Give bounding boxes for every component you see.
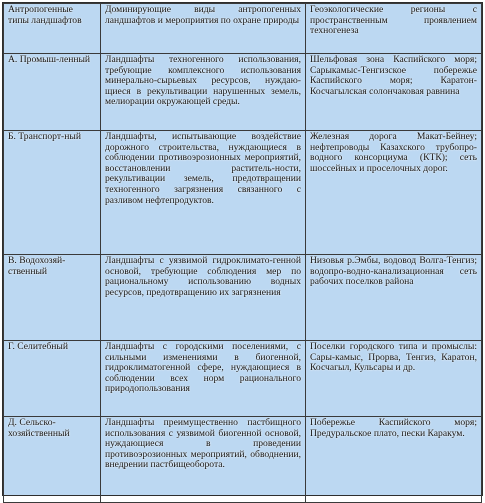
table-row: [4, 255, 482, 341]
table-row: [4, 341, 482, 417]
row-type-cell: Б. Транспорт-ный: [4, 131, 101, 255]
table-header-row: [4, 4, 482, 54]
table-row: [4, 417, 482, 503]
row-landscapes-cell: Ландшафты техногенного использования, требующие комплексного использования минерально-сырьевых ресурсов, нуждаю-щиеся в рекультивации нарушенных земель, мелиорации окружающей среды.: [101, 54, 306, 131]
table-row: [4, 54, 482, 131]
row-regions-cell: Поселки городского типа и промыслы: Сары-камыс, Прорва, Тенгиз, Каратон, Косчагыл, Кульсары и др.: [306, 341, 482, 417]
row-regions-cell: Шельфовая зона Каспийского моря; Сарыкамыс-Тенгизское побережье Каспийского моря; Каратон-Косчагылская солончаковая равнина: [306, 54, 482, 131]
row-type-cell: А. Промыш-ленный: [4, 54, 101, 131]
document-page: [2, 2, 483, 496]
header-landscape-type: Антропогенные типы ландшафтов: [4, 4, 101, 54]
row-type-cell: Г. Селитебный: [4, 341, 101, 417]
row-regions-cell: Низовья р.Эмбы, водовод Волга-Тенгиз; водопро-водно-канализационная сеть рабочих поселков района: [306, 255, 482, 341]
row-landscapes-cell: Ландшафты, испытывающие воздействие дорожного строительства, нуждающиеся в соблюдении противоэрозионных мероприятий, восстановлении раститель-ности, рекультивации земель, предотвращении техногенного загрязнения связанного с разливом нефтепродуктов.: [101, 131, 306, 255]
header-dominant-landscapes: Доминирующие виды антропогенных ландшафтов и мероприятия по охране природы: [101, 4, 306, 54]
row-landscapes-cell: Ландшафты с городскими поселениями, с сильными изменениями в биогенной, гидроклиматогенной сфере, нуждающиеся в соблюдении всех норм рационального природопользования: [101, 341, 306, 417]
row-regions-cell: Железная дорога Макат-Бейнеу; нефтепроводы Казахского трубопро-водного консорциума (КТК); сеть шоссейных и проселочных дорог.: [306, 131, 482, 255]
landscape-types-table: [3, 3, 482, 503]
row-regions-cell: Побережье Каспийского моря; Предуральское плато, пески Каракум.: [306, 417, 482, 503]
row-type-cell: В. Водохозяй-ственный: [4, 255, 101, 341]
table-row: [4, 131, 482, 255]
row-landscapes-cell: Ландшафты преимущественно пастбищного использования с уязвимой биогенной основой, нуждающиеся в проведении противоэрозионных мероприятий, обводнении, внедрении пастбищеоборота.: [101, 417, 306, 503]
header-geoecological-regions: Геоэкологические регионы с пространственным проявлением техногенеза: [306, 4, 482, 54]
row-type-cell: Д. Сельско-хозяйственный: [4, 417, 101, 503]
row-landscapes-cell: Ландшафты с уязвимой гидроклимато-генной основой, требующие соблюдения мер по рациональному использованию водных ресурсов, предотвращению их загрязнения: [101, 255, 306, 341]
